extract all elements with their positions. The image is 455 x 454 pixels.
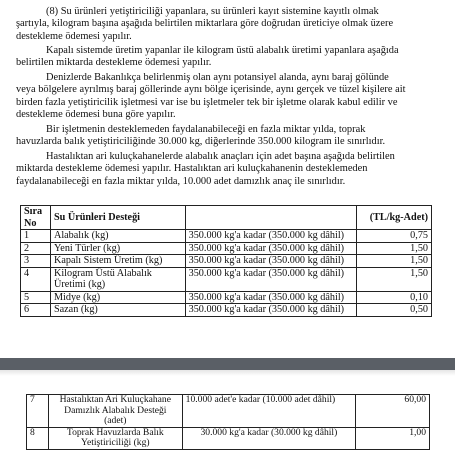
cell-cap: 30.000 kg'a kadar (30.000 kg dâhil): [182, 427, 355, 449]
text-line: havuzlarda balık yetiştiriciliğinde 30.000 kg, diğerlerinde 350.000 kilogram ile sınırlıdır.: [16, 136, 386, 148]
text-line: Bir işletmenin desteklemeden faydalanabileceği en fazla miktar yılda, toprak: [46, 124, 366, 135]
cell-no: 3: [21, 255, 51, 268]
text-line: Denizlerde Bakanlıkça belirlenmiş olan aynı potansiyel alanda, aynı baraj gölünde: [46, 72, 389, 83]
table-header-row: [21, 206, 432, 230]
table-row: [21, 255, 432, 268]
cell-cap: 350.000 kg'a kadar (350.000 kg dâhil): [185, 255, 356, 268]
cell-cap: 350.000 kg'a kadar (350.000 kg dâhil): [185, 304, 356, 317]
cell-no: 5: [21, 291, 51, 304]
cell-no: 1: [21, 230, 51, 243]
paragraph-4: [16, 124, 440, 149]
table-row: [27, 395, 430, 428]
text-line: miktarda destekleme ödemesi yapılır. Hastalıktan ari kuluçkahanenin desteklemeden: [16, 163, 368, 175]
table-row: [21, 267, 432, 291]
cell-name: Hastalıktan Ari Kuluçkahane Damızlık Alabalık Desteği (adet): [48, 395, 182, 428]
cell-name: Alabalık (kg): [50, 230, 185, 243]
page-edge-shadow: [0, 370, 455, 376]
cell-no: 4: [21, 267, 51, 291]
header-cap: [185, 206, 356, 230]
cell-rate: 1,00: [356, 427, 430, 449]
table-row: [21, 291, 432, 304]
text-line: şartıyla, kilogram başına aşağıda belirtilen miktarlara göre doğrudan üreticiye olmak üzere: [16, 18, 394, 30]
text-line: birden fazla yetiştiricilik işletmesi var ise bu işletmeler tek bir işletme olarak kabul edilir ve: [16, 96, 398, 108]
table-row: [27, 427, 430, 449]
cell-cap: 350.000 kg'a kadar (350.000 kg dâhil): [185, 242, 356, 255]
cell-name: Yeni Türler (kg): [50, 242, 185, 255]
cell-name: Midye (kg): [50, 291, 185, 304]
cell-rate: 1,50: [357, 255, 432, 268]
cell-name: Kilogram Üstü Alabalık Üretimi (kg): [50, 267, 185, 291]
table-row: [21, 230, 432, 243]
paragraph-5: [16, 151, 440, 188]
table-row: [21, 304, 432, 317]
text-line: destekleme ödemesi yapılır.: [16, 30, 132, 42]
cell-cap: 350.000 kg'a kadar (350.000 kg dâhil): [185, 230, 356, 243]
paragraph-3: [16, 72, 440, 121]
cell-name: Toprak Havuzlarda Balık Yetiştiriciliği (kg): [48, 427, 182, 449]
text-line: (8) Su ürünleri yetiştiriciliği yapanlara, su ürünleri kayıt sistemine kayıtlı olmak: [46, 6, 379, 17]
cell-cap: 350.000 kg'a kadar (350.000 kg dâhil): [185, 267, 356, 291]
text-line: Kapalı sistemde üretim yapanlar ile kilogram üstü alabalık üretimi yapanlara aşağıda: [46, 45, 399, 56]
cell-no: 2: [21, 242, 51, 255]
header-no-line1: Sıra: [24, 206, 43, 217]
text-line: veya bölgelere ayrılmış baraj göllerinde aynı bölge içerisinde, aynı gerçek ve tüzel kişilere ait: [16, 84, 406, 96]
header-no-line2: No: [24, 217, 37, 229]
cell-no: 7: [27, 395, 49, 428]
cell-name: Sazan (kg): [50, 304, 185, 317]
paragraph-2: [16, 45, 440, 70]
cell-no: 8: [27, 427, 49, 449]
cell-cap: 10.000 adet'e kadar (10.000 adet dâhil): [182, 395, 355, 428]
table-row: [21, 242, 432, 255]
text-line: belirtilen miktarda destekleme ödemesi yapılır.: [16, 57, 212, 69]
cell-rate: 0,75: [357, 230, 432, 243]
cell-rate: 1,50: [357, 267, 432, 291]
text-line: destekleme ödemesi buna göre yapılır.: [16, 108, 176, 120]
cell-cap: 350.000 kg'a kadar (350.000 kg dâhil): [185, 291, 356, 304]
text-line: Hastalıktan ari kuluçkahanelerde alabalık anaçları için adet başına aşağıda belirtilen: [46, 151, 395, 162]
cell-rate: 0,10: [357, 291, 432, 304]
support-rates-table-continued: [26, 394, 430, 450]
support-rates-table: [20, 205, 432, 317]
header-no: [21, 206, 51, 230]
cell-no: 6: [21, 304, 51, 317]
header-rate: (TL/kg-Adet): [357, 206, 432, 230]
paragraph-1: [16, 6, 440, 43]
cell-rate: 0,50: [357, 304, 432, 317]
cell-name: Kapalı Sistem Üretim (kg): [50, 255, 185, 268]
header-name: Su Ürünleri Desteği: [50, 206, 185, 230]
text-line: faydalanabileceği en fazla miktar yılda, 10.000 adet damızlık anaç ile sınırlıdır.: [16, 175, 346, 187]
page-break-divider: [0, 358, 455, 370]
cell-rate: 1,50: [357, 242, 432, 255]
cell-rate: 60,00: [356, 395, 430, 428]
